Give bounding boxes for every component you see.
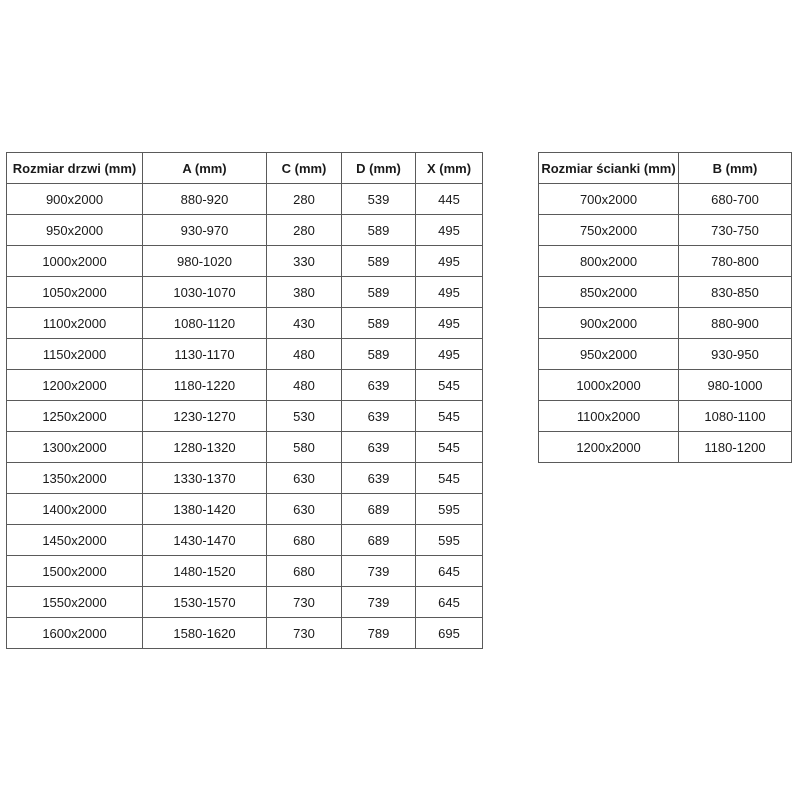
table-cell: 900x2000 [539, 308, 679, 339]
table-cell: 1180-1220 [143, 370, 267, 401]
table-cell: 595 [416, 525, 483, 556]
table-cell: 495 [416, 246, 483, 277]
table-cell: 680-700 [679, 184, 792, 215]
table-cell: 739 [342, 556, 416, 587]
table-cell: 545 [416, 370, 483, 401]
table-cell: 495 [416, 215, 483, 246]
table-cell: 545 [416, 432, 483, 463]
column-header: Rozmiar ścianki (mm) [539, 153, 679, 184]
column-header: C (mm) [267, 153, 342, 184]
table-cell: 639 [342, 432, 416, 463]
table-cell: 580 [267, 432, 342, 463]
table-cell: 1250x2000 [7, 401, 143, 432]
header-row [539, 153, 792, 184]
table-cell: 700x2000 [539, 184, 679, 215]
table-cell: 689 [342, 494, 416, 525]
table-cell: 1230-1270 [143, 401, 267, 432]
table-row [7, 401, 483, 432]
table-cell: 930-950 [679, 339, 792, 370]
table-cell: 1530-1570 [143, 587, 267, 618]
table-row [7, 587, 483, 618]
table-cell: 445 [416, 184, 483, 215]
table-cell: 1300x2000 [7, 432, 143, 463]
table-cell: 330 [267, 246, 342, 277]
table-cell: 589 [342, 339, 416, 370]
table-row [539, 370, 792, 401]
table-cell: 730 [267, 618, 342, 649]
table-row [7, 184, 483, 215]
table-row [7, 432, 483, 463]
table-row [7, 308, 483, 339]
table-row [7, 215, 483, 246]
table-cell: 495 [416, 277, 483, 308]
table-row [539, 246, 792, 277]
table-cell: 789 [342, 618, 416, 649]
table-row [7, 246, 483, 277]
table-cell: 1550x2000 [7, 587, 143, 618]
table-row [539, 401, 792, 432]
door-sizes-table-body [7, 184, 483, 649]
table-cell: 1380-1420 [143, 494, 267, 525]
table-cell: 480 [267, 339, 342, 370]
table-cell: 780-800 [679, 246, 792, 277]
table-row [539, 432, 792, 463]
table-cell: 1580-1620 [143, 618, 267, 649]
table-cell: 980-1000 [679, 370, 792, 401]
table-cell: 495 [416, 339, 483, 370]
table-cell: 630 [267, 463, 342, 494]
column-header: B (mm) [679, 153, 792, 184]
table-row [7, 556, 483, 587]
table-cell: 1330-1370 [143, 463, 267, 494]
table-cell: 595 [416, 494, 483, 525]
table-cell: 830-850 [679, 277, 792, 308]
table-cell: 689 [342, 525, 416, 556]
table-cell: 880-920 [143, 184, 267, 215]
table-row [7, 618, 483, 649]
table-cell: 1450x2000 [7, 525, 143, 556]
door-sizes-table [6, 152, 483, 649]
table-cell: 639 [342, 370, 416, 401]
table-row [7, 463, 483, 494]
table-row [7, 525, 483, 556]
table-cell: 980-1020 [143, 246, 267, 277]
table-cell: 280 [267, 184, 342, 215]
table-cell: 589 [342, 277, 416, 308]
table-cell: 539 [342, 184, 416, 215]
table-cell: 930-970 [143, 215, 267, 246]
table-cell: 280 [267, 215, 342, 246]
table-cell: 645 [416, 556, 483, 587]
table-cell: 1280-1320 [143, 432, 267, 463]
column-header: D (mm) [342, 153, 416, 184]
table-row [539, 308, 792, 339]
table-cell: 1080-1120 [143, 308, 267, 339]
column-header: X (mm) [416, 153, 483, 184]
table-cell: 1600x2000 [7, 618, 143, 649]
table-cell: 380 [267, 277, 342, 308]
table-cell: 850x2000 [539, 277, 679, 308]
table-row [7, 494, 483, 525]
table-cell: 645 [416, 587, 483, 618]
table-cell: 900x2000 [7, 184, 143, 215]
table-cell: 680 [267, 556, 342, 587]
table-row [7, 277, 483, 308]
table-cell: 1150x2000 [7, 339, 143, 370]
table-cell: 545 [416, 401, 483, 432]
column-header: A (mm) [143, 153, 267, 184]
table-row [7, 370, 483, 401]
wall-sizes-table [538, 152, 792, 463]
wall-sizes-table-header [539, 153, 792, 184]
table-cell: 630 [267, 494, 342, 525]
table-cell: 1130-1170 [143, 339, 267, 370]
table-cell: 739 [342, 587, 416, 618]
table-cell: 1050x2000 [7, 277, 143, 308]
table-cell: 589 [342, 215, 416, 246]
table-cell: 545 [416, 463, 483, 494]
table-row [539, 339, 792, 370]
table-cell: 750x2000 [539, 215, 679, 246]
table-cell: 480 [267, 370, 342, 401]
table-cell: 800x2000 [539, 246, 679, 277]
table-cell: 589 [342, 308, 416, 339]
table-cell: 1000x2000 [539, 370, 679, 401]
table-row [539, 215, 792, 246]
table-cell: 1400x2000 [7, 494, 143, 525]
table-row [7, 339, 483, 370]
table-cell: 495 [416, 308, 483, 339]
table-cell: 680 [267, 525, 342, 556]
table-cell: 589 [342, 246, 416, 277]
table-cell: 1200x2000 [539, 432, 679, 463]
table-cell: 950x2000 [7, 215, 143, 246]
table-row [539, 184, 792, 215]
table-cell: 730 [267, 587, 342, 618]
table-cell: 1000x2000 [7, 246, 143, 277]
table-row [539, 277, 792, 308]
table-cell: 1480-1520 [143, 556, 267, 587]
table-cell: 639 [342, 401, 416, 432]
table-cell: 695 [416, 618, 483, 649]
table-cell: 430 [267, 308, 342, 339]
table-cell: 730-750 [679, 215, 792, 246]
table-cell: 1100x2000 [539, 401, 679, 432]
table-cell: 1080-1100 [679, 401, 792, 432]
table-cell: 1500x2000 [7, 556, 143, 587]
table-cell: 1350x2000 [7, 463, 143, 494]
table-cell: 1200x2000 [7, 370, 143, 401]
table-cell: 530 [267, 401, 342, 432]
table-cell: 1430-1470 [143, 525, 267, 556]
table-cell: 1030-1070 [143, 277, 267, 308]
header-row [7, 153, 483, 184]
table-cell: 639 [342, 463, 416, 494]
door-sizes-table-header [7, 153, 483, 184]
wall-sizes-table-body [539, 184, 792, 463]
table-cell: 1180-1200 [679, 432, 792, 463]
table-cell: 880-900 [679, 308, 792, 339]
table-cell: 1100x2000 [7, 308, 143, 339]
table-cell: 950x2000 [539, 339, 679, 370]
column-header: Rozmiar drzwi (mm) [7, 153, 143, 184]
